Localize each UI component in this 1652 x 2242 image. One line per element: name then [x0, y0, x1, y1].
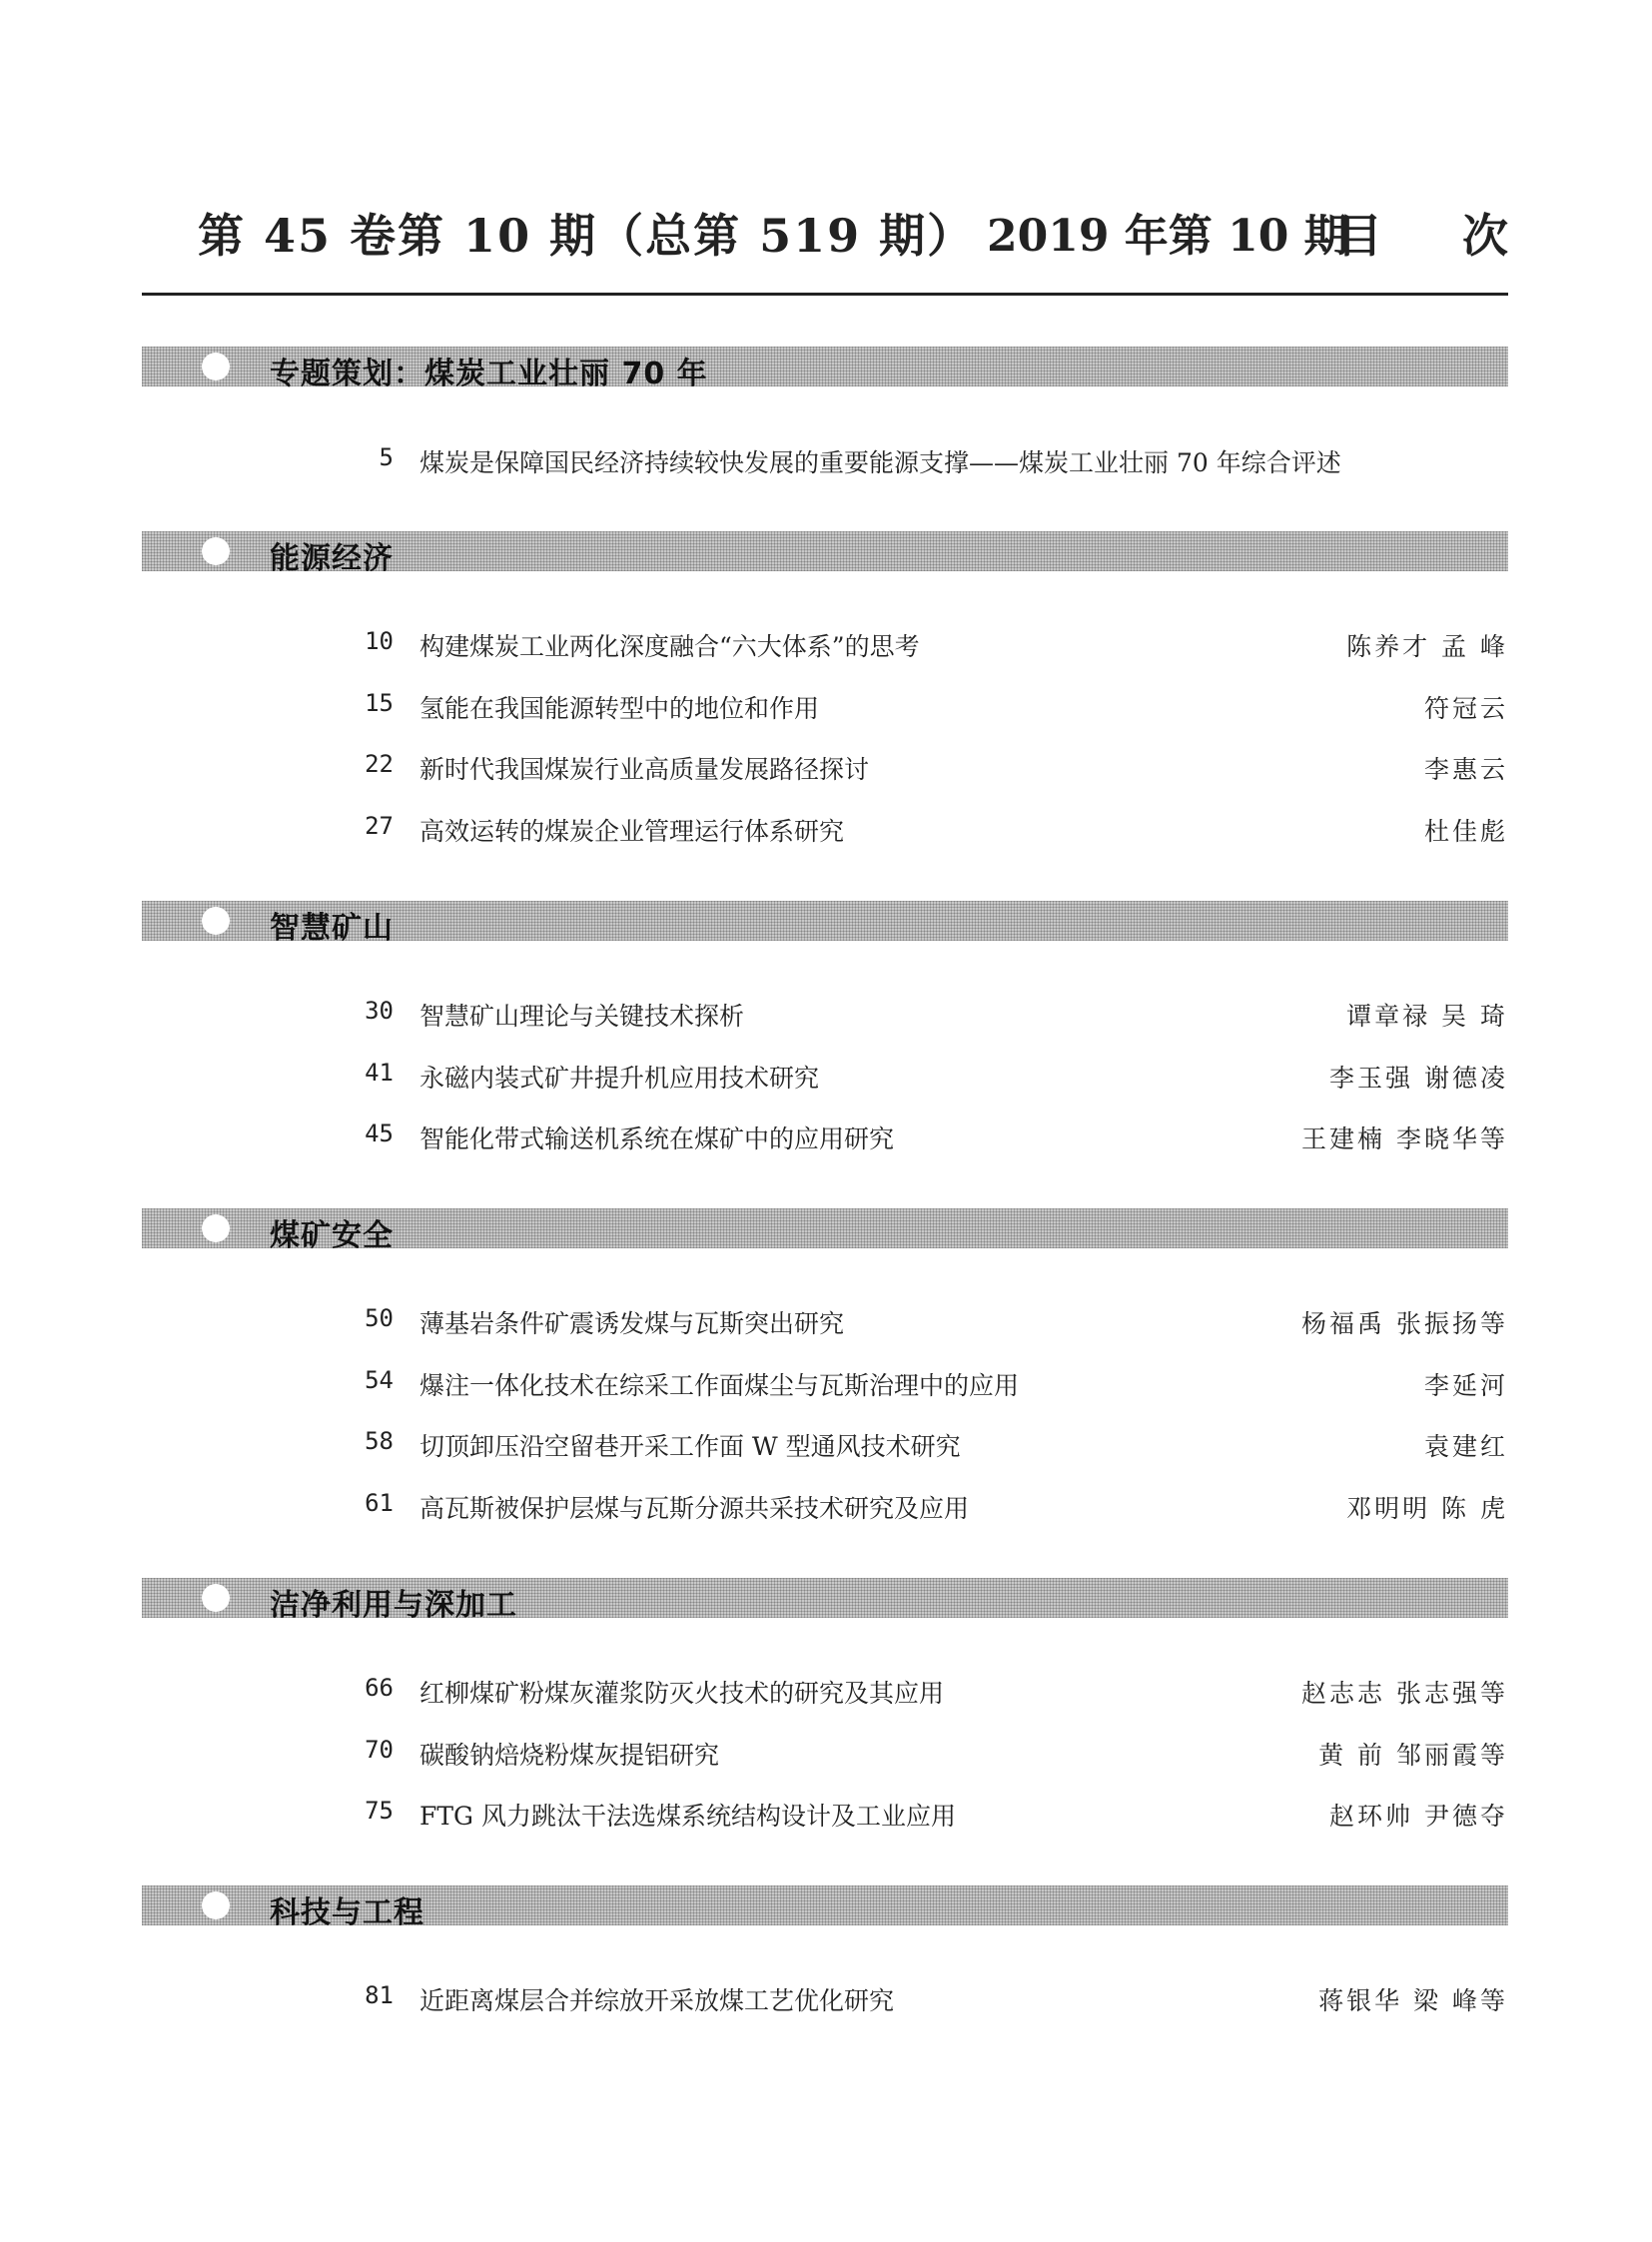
entry-authors: 谭章禄 吴 琦 — [1346, 1002, 1508, 1031]
section-bar — [142, 1208, 1508, 1253]
entry-page: 75 — [365, 1797, 394, 1825]
year-issue-label: 2019 年第 10 期 — [987, 211, 1348, 262]
entry-page: 27 — [365, 812, 394, 840]
entry-title: 煤炭是保障国民经济持续较快发展的重要能源支撑——煤炭工业壮丽 70 年综合评述 — [419, 448, 1341, 477]
entry-authors: 王建楠 李晓华等 — [1301, 1124, 1508, 1153]
entry-page: 30 — [365, 997, 394, 1025]
entry-page: 50 — [365, 1304, 394, 1332]
toc-entry[interactable] — [142, 689, 1508, 729]
section-bar — [142, 531, 1508, 576]
journal-header — [198, 200, 1588, 264]
entry-title: 永磁内装式矿井提升机应用技术研究 — [419, 1064, 820, 1093]
entry-authors: 杨福禹 张振扬等 — [1301, 1309, 1508, 1338]
entry-title: 高瓦斯被保护层煤与瓦斯分源共采技术研究及应用 — [419, 1494, 970, 1523]
entry-title: 近距离煤层合并综放开采放煤工艺优化研究 — [419, 1986, 895, 2015]
toc-entry[interactable] — [142, 443, 1508, 483]
entry-title: 碳酸钠焙烧粉煤灰提铝研究 — [419, 1741, 720, 1770]
toc-entry[interactable] — [142, 1304, 1508, 1344]
entry-authors: 邓明明 陈 虎 — [1346, 1494, 1508, 1523]
toc-entry[interactable] — [142, 750, 1508, 790]
entry-title: 构建煤炭工业两化深度融合“六大体系”的思考 — [419, 632, 920, 661]
entry-page: 45 — [365, 1120, 394, 1147]
entry-authors: 李延河 — [1423, 1371, 1508, 1400]
toc-heading: 目次 — [1336, 209, 1588, 263]
entry-authors: 符冠云 — [1423, 694, 1508, 723]
toc-entry[interactable] — [142, 1797, 1508, 1837]
section-title: 专题策划：煤炭工业壮丽 70 年 — [270, 357, 708, 391]
entry-page: 22 — [365, 750, 394, 778]
section-bullet-icon — [202, 537, 230, 565]
toc-entry[interactable] — [142, 1059, 1508, 1099]
section-bar — [142, 1885, 1508, 1930]
entry-authors: 杜佳彪 — [1423, 817, 1508, 846]
entry-authors: 李玉强 谢德凌 — [1329, 1064, 1508, 1093]
section-bullet-icon — [202, 907, 230, 935]
toc-entry[interactable] — [142, 997, 1508, 1037]
entry-page: 70 — [365, 1736, 394, 1764]
section-bar — [142, 901, 1508, 946]
entry-authors: 李惠云 — [1423, 755, 1508, 784]
entry-authors: 袁建红 — [1423, 1432, 1508, 1461]
entry-page: 58 — [365, 1427, 394, 1455]
section-bullet-icon — [202, 353, 230, 380]
entry-authors: 黄 前 邹丽霞等 — [1318, 1741, 1508, 1770]
toc-entry[interactable] — [142, 1981, 1508, 2021]
toc-entry[interactable] — [142, 1674, 1508, 1714]
entry-title: 切顶卸压沿空留巷开采工作面 W 型通风技术研究 — [419, 1432, 961, 1461]
section-bullet-icon — [202, 1584, 230, 1612]
entry-authors: 陈养才 孟 峰 — [1346, 632, 1508, 661]
entry-authors: 蒋银华 梁 峰等 — [1318, 1986, 1508, 2015]
toc-entry[interactable] — [142, 1120, 1508, 1159]
entry-page: 41 — [365, 1059, 394, 1087]
entry-authors: 赵环帅 尹德夺 — [1329, 1802, 1508, 1831]
entry-title: 薄基岩条件矿震诱发煤与瓦斯突出研究 — [419, 1309, 845, 1338]
section-bullet-icon — [202, 1214, 230, 1242]
section-title: 洁净利用与深加工 — [270, 1588, 517, 1623]
section-bar — [142, 347, 1508, 391]
toc-entry[interactable] — [142, 627, 1508, 667]
entry-title: FTG 风力跳汰干法选煤系统结构设计及工业应用 — [419, 1802, 956, 1831]
entry-title: 智慧矿山理论与关键技术探析 — [419, 1002, 745, 1031]
toc-entry[interactable] — [142, 1366, 1508, 1406]
section-title: 能源经济 — [270, 541, 394, 576]
section-bar — [142, 1578, 1508, 1623]
section-bullet-icon — [202, 1891, 230, 1919]
entry-title: 高效运转的煤炭企业管理运行体系研究 — [419, 817, 845, 846]
volume-issue-label: 第 45 卷第 10 期（总第 519 期） — [198, 209, 976, 263]
entry-title: 红柳煤矿粉煤灰灌浆防灭火技术的研究及其应用 — [419, 1679, 945, 1708]
entry-title: 爆注一体化技术在综采工作面煤尘与瓦斯治理中的应用 — [419, 1371, 1020, 1400]
header-rule — [142, 293, 1508, 296]
section-title: 科技与工程 — [270, 1895, 424, 1930]
toc-entry[interactable] — [142, 1489, 1508, 1529]
entry-page: 81 — [365, 1981, 394, 2009]
entry-page: 10 — [365, 627, 394, 655]
entry-authors: 赵志志 张志强等 — [1301, 1679, 1508, 1708]
section-title: 煤矿安全 — [270, 1218, 394, 1253]
section-title: 智慧矿山 — [270, 911, 394, 946]
toc-entry[interactable] — [142, 1736, 1508, 1776]
toc-entry[interactable] — [142, 812, 1508, 852]
entry-page: 15 — [365, 689, 394, 717]
toc-entry[interactable] — [142, 1427, 1508, 1467]
entry-page: 5 — [379, 443, 394, 471]
entry-title: 新时代我国煤炭行业高质量发展路径探讨 — [419, 755, 870, 784]
entry-page: 61 — [365, 1489, 394, 1517]
entry-page: 66 — [365, 1674, 394, 1702]
entry-title: 氢能在我国能源转型中的地位和作用 — [419, 694, 820, 723]
entry-page: 54 — [365, 1366, 394, 1394]
entry-title: 智能化带式输送机系统在煤矿中的应用研究 — [419, 1124, 895, 1153]
